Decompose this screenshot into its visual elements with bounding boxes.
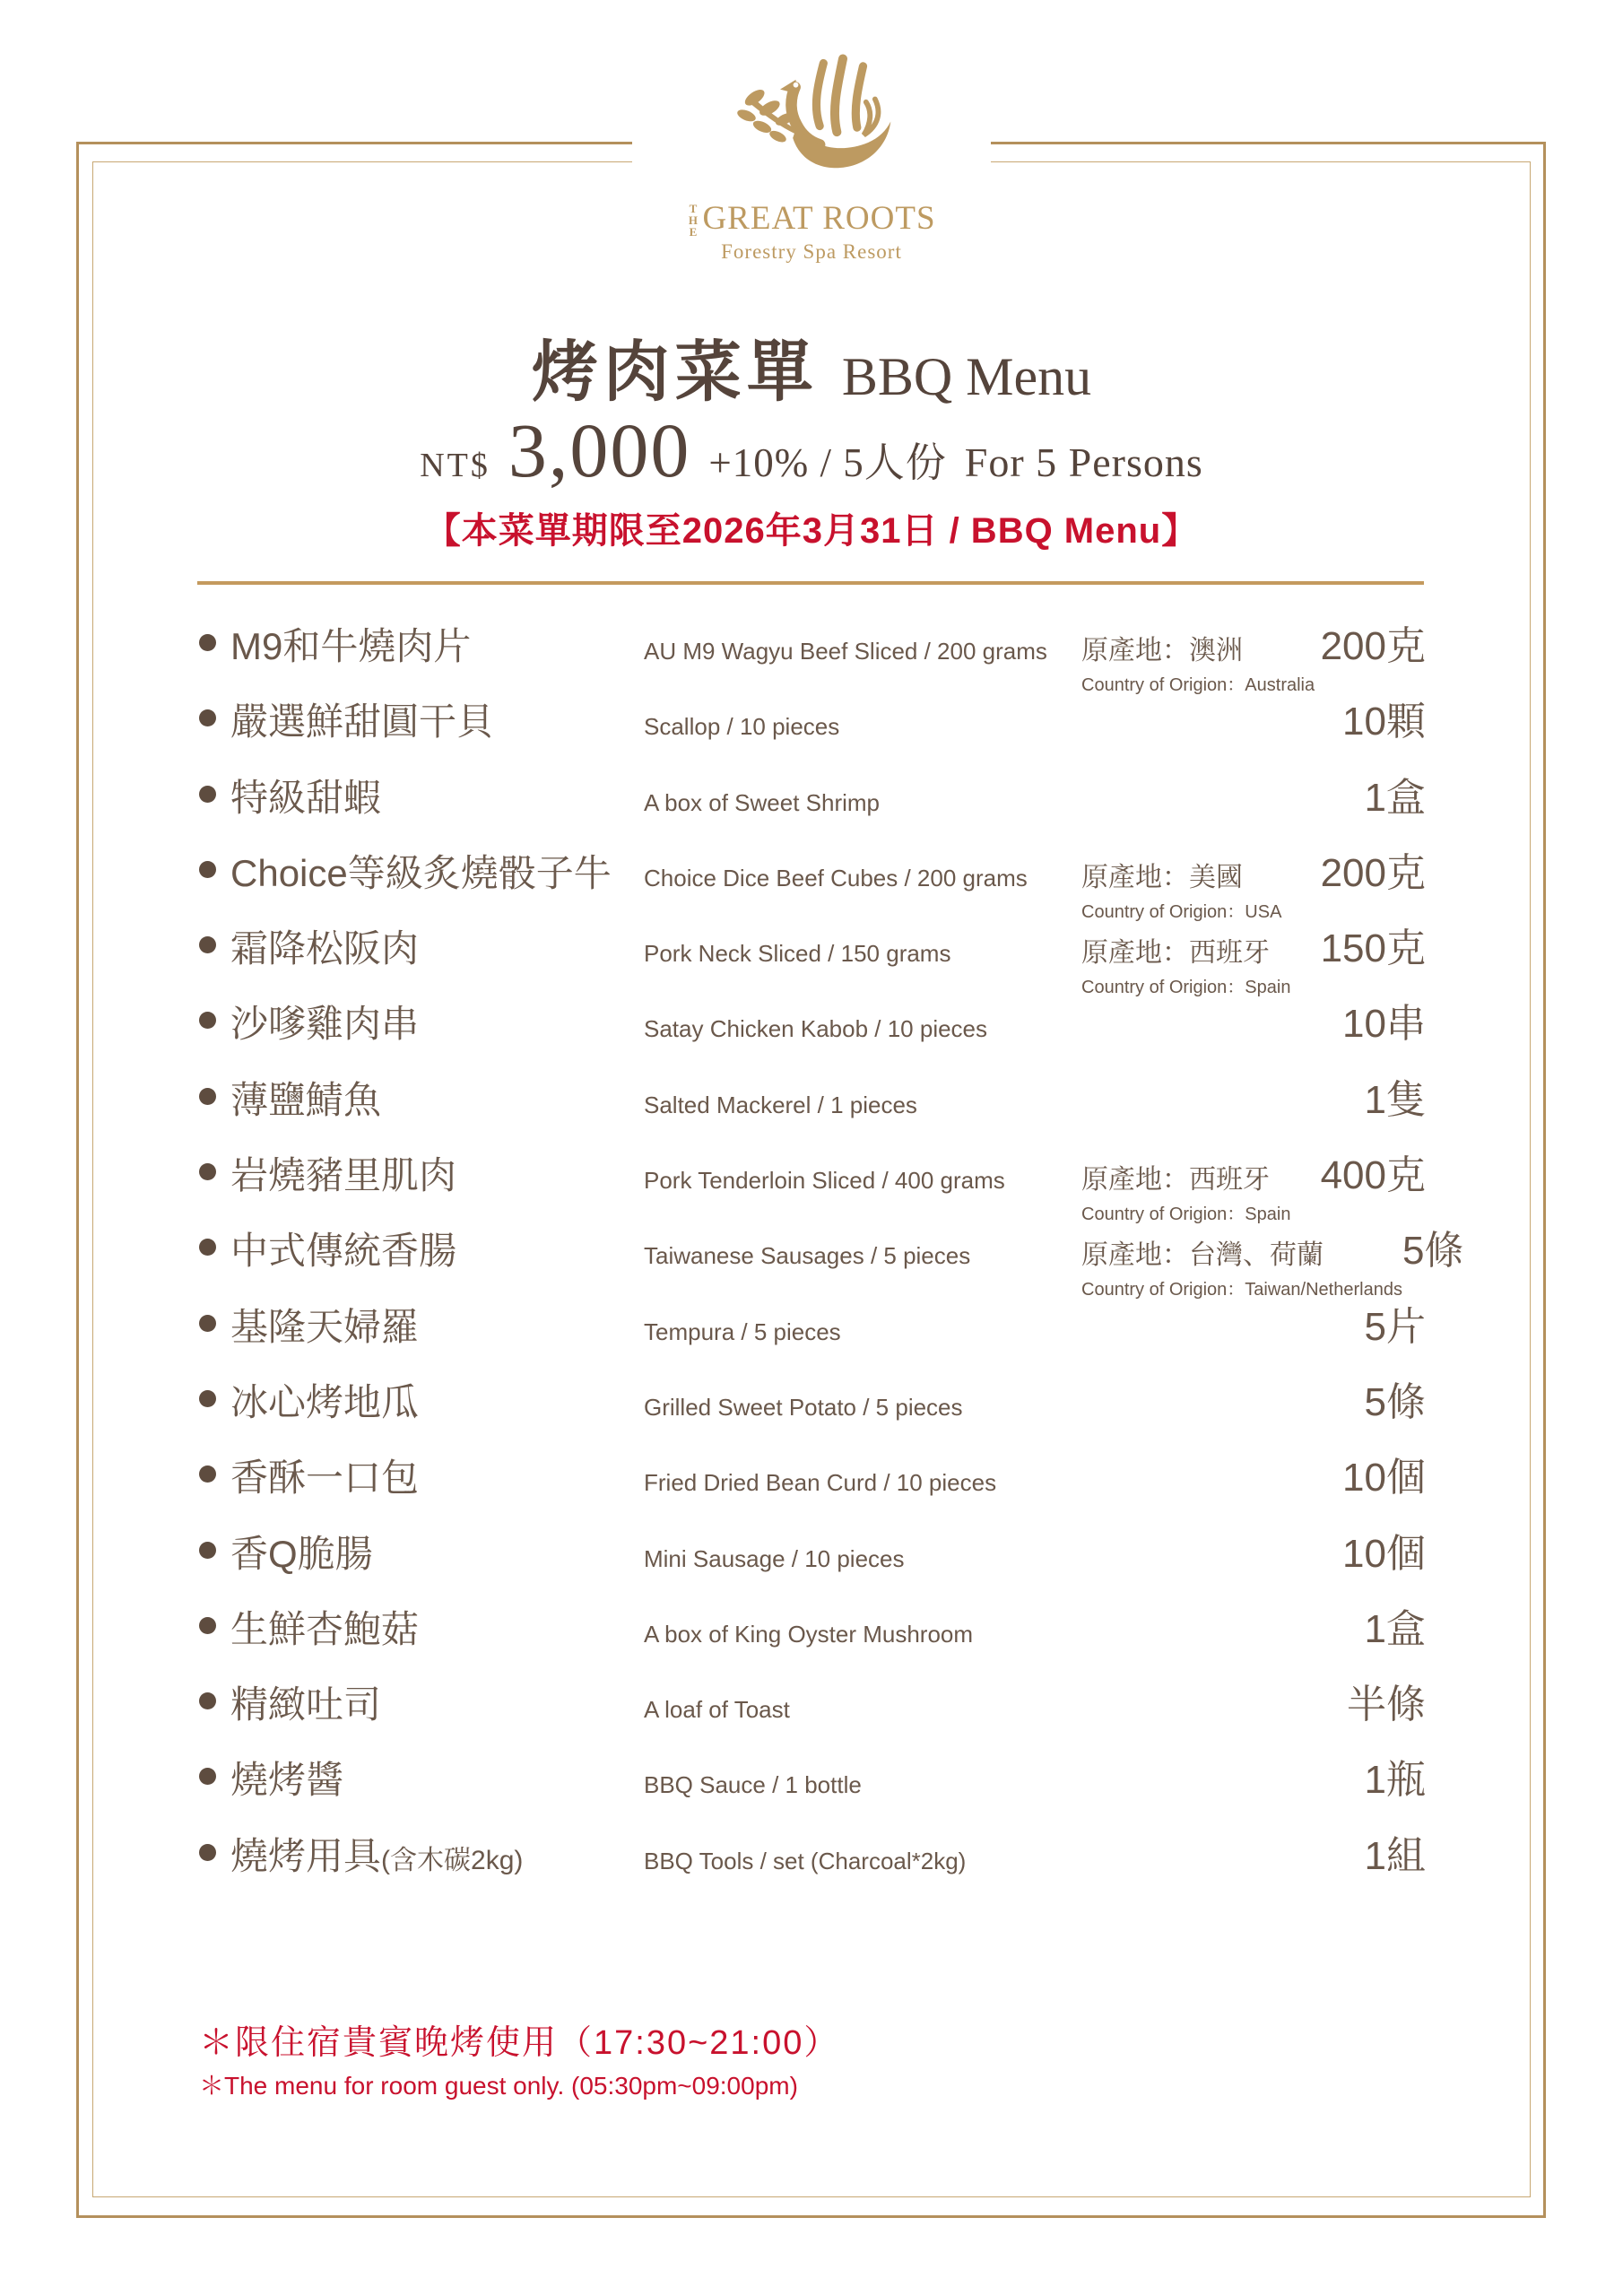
item-origin-en: Country of Origion：USA (1081, 901, 1282, 922)
brand-name: GREAT ROOTS (702, 200, 936, 237)
bullet-icon (199, 1239, 216, 1256)
item-origin-cell (1074, 638, 1321, 694)
price-line (0, 405, 1623, 495)
item-name-zh: 霜降松阪肉 (230, 927, 420, 970)
currency-label: NT$ (420, 447, 490, 484)
menu-title-en: BBQ Menu (841, 347, 1092, 406)
menu-item-row (199, 1665, 1426, 1740)
brand-line (632, 199, 991, 238)
bullet-icon (199, 1390, 216, 1407)
item-name-zh: 薄鹽鯖魚 (230, 1078, 382, 1121)
item-name-cell (199, 927, 644, 970)
item-name-en: Scallop / 10 pieces (644, 713, 840, 741)
bullet-icon (199, 1465, 216, 1483)
item-name-zh: 嚴選鮮甜圓干貝 (230, 700, 495, 744)
item-quantity: 5條 (1364, 1379, 1426, 1424)
item-origin-zh: 原產地：西班牙 (1081, 938, 1270, 969)
item-name-en: BBQ Sauce / 1 bottle (644, 1771, 862, 1799)
item-name-zh: 燒烤醬 (230, 1759, 344, 1802)
bullet-icon (199, 1692, 216, 1709)
item-quantity: 1組 (1364, 1833, 1426, 1878)
gold-divider (197, 581, 1424, 585)
menu-item-row (199, 1135, 1426, 1225)
item-name-en: Pork Neck Sliced / 150 grams (644, 940, 951, 968)
surcharge-label: +10% / 5人份 (708, 440, 947, 485)
item-origin-en: Country of Origion：Spain (1081, 978, 1291, 998)
menu-item-row (199, 1362, 1426, 1438)
item-name-zh: 香酥一口包 (230, 1457, 420, 1500)
item-name-cell (199, 1380, 644, 1423)
item-name-cell (199, 1532, 644, 1575)
bullet-icon (199, 1088, 216, 1105)
item-name-cell (199, 1607, 644, 1650)
item-name-cell (199, 1003, 644, 1046)
bullet-icon (199, 1012, 216, 1029)
bullet-icon (199, 936, 216, 953)
item-quantity: 400克 (1320, 1153, 1426, 1198)
menu-item-row (199, 1438, 1426, 1513)
item-origin-cell (1074, 940, 1321, 996)
item-name-zh: 中式傳統香腸 (230, 1230, 457, 1273)
price-amount: 3,000 (508, 407, 691, 493)
bullet-icon (199, 1542, 216, 1559)
item-name-cell (199, 1078, 644, 1121)
item-origin-zh: 原產地：美國 (1081, 862, 1243, 892)
item-name-en: A box of King Oyster Mushroom (644, 1620, 974, 1648)
bullet-icon (199, 1844, 216, 1861)
item-quantity: 200克 (1320, 624, 1426, 668)
item-quantity: 150克 (1320, 926, 1426, 971)
item-name-zh: 基隆天婦羅 (230, 1305, 420, 1348)
bullet-icon (199, 1315, 216, 1332)
item-origin-cell (1074, 1242, 1402, 1299)
resort-logo (632, 43, 991, 269)
item-name-en: AU M9 Wagyu Beef Sliced / 200 grams (644, 638, 1047, 665)
item-origin-zh: 原產地：台灣、荷蘭 (1081, 1240, 1324, 1271)
bullet-icon (199, 709, 216, 726)
item-name-cell (199, 1457, 644, 1500)
item-name-cell (199, 1683, 644, 1726)
brand-subtitle: Forestry Spa Resort (721, 240, 902, 263)
menu-item-row (199, 1514, 1426, 1589)
item-quantity: 10串 (1342, 1002, 1426, 1047)
serving-label: For 5 Persons (964, 439, 1203, 485)
item-name-en: Mini Sausage / 10 pieces (644, 1544, 905, 1572)
item-quantity: 5條 (1402, 1229, 1464, 1274)
bullet-icon (199, 634, 216, 651)
item-name-en: Salted Mackerel / 1 pieces (644, 1091, 917, 1118)
item-name-zh: 沙嗲雞肉串 (230, 1003, 420, 1046)
item-name-zh: Choice等級炙燒骰子牛 (230, 851, 612, 894)
item-name-cell (199, 1230, 644, 1273)
menu-item-row (199, 1060, 1426, 1135)
item-name-zh: 生鮮杏鮑菇 (230, 1607, 420, 1650)
brand-the: THE (686, 202, 700, 237)
item-name-zh: 香Q脆腸 (230, 1532, 373, 1575)
bullet-icon (199, 786, 216, 803)
item-name-en: Pork Tenderloin Sliced / 400 grams (644, 1167, 1005, 1195)
item-quantity: 1盒 (1364, 1606, 1426, 1651)
validity-notice: 【本菜單期限至2026年3月31日 / BBQ Menu】 (424, 511, 1199, 551)
menu-title-zh: 烤肉菜單 (531, 334, 819, 411)
menu-item-row (199, 833, 1426, 922)
menu-list (199, 606, 1464, 1892)
item-name-zh: 冰心烤地瓜 (230, 1380, 420, 1423)
item-name-en: Tempura / 5 pieces (644, 1318, 841, 1345)
bird-with-leaves-icon (722, 52, 901, 196)
item-quantity: 1盒 (1364, 775, 1426, 820)
item-origin-en: Country of Origion：Spain (1081, 1205, 1291, 1225)
item-name-cell (199, 776, 644, 819)
menu-item-row (199, 1816, 1426, 1892)
footer-notes (199, 2023, 839, 2100)
menu-item-row (199, 758, 1426, 833)
item-name-cell (199, 1759, 644, 1802)
footer-note-zh: ＊限住宿貴賓晚烤使用（17:30~21:00） (199, 2024, 840, 2062)
menu-item-row (199, 1589, 1426, 1665)
item-name-zh: 燒烤用具 (230, 1834, 382, 1877)
item-quantity: 200克 (1320, 850, 1426, 895)
item-quantity: 10個 (1342, 1456, 1426, 1500)
item-origin-en: Country of Origion：Taiwan/Netherlands (1081, 1280, 1402, 1300)
menu-item-row (199, 1740, 1426, 1815)
bullet-icon (199, 1617, 216, 1634)
item-name-cell (199, 625, 644, 667)
item-origin-cell (1074, 862, 1321, 922)
item-name-zh: M9和牛燒肉片 (230, 625, 472, 667)
item-name-zh: 岩燒豬里肌肉 (230, 1154, 457, 1197)
bullet-icon (199, 1768, 216, 1785)
item-name-en: A box of Sweet Shrimp (644, 788, 881, 816)
footer-note-en: ＊The menu for room guest only. (05:30pm~09:00pm) (199, 2072, 798, 2100)
item-origin-cell (1074, 1167, 1321, 1223)
item-quantity: 5片 (1364, 1304, 1426, 1349)
item-origin-zh: 原產地：西班牙 (1081, 1165, 1270, 1196)
item-name-cell (199, 700, 644, 744)
item-name-cell (199, 1154, 644, 1197)
item-quantity: 10個 (1342, 1531, 1426, 1576)
item-origin-zh: 原產地：澳洲 (1081, 636, 1243, 665)
item-quantity: 半條 (1347, 1683, 1426, 1727)
item-name-en: Grilled Sweet Potato / 5 pieces (644, 1393, 963, 1421)
item-name-en: Choice Dice Beef Cubes / 200 grams (644, 864, 1028, 891)
item-quantity: 1隻 (1364, 1077, 1426, 1122)
item-name-en: BBQ Tools / set (Charcoal*2kg) (644, 1847, 967, 1874)
item-quantity: 10顆 (1342, 700, 1426, 744)
item-quantity: 1瓶 (1364, 1758, 1426, 1803)
bullet-icon (199, 861, 216, 878)
item-name-en: Taiwanese Sausages / 5 pieces (644, 1242, 971, 1270)
item-name-en: Satay Chicken Kabob / 10 pieces (644, 1015, 988, 1043)
item-origin-en: Country of Origion：Australia (1081, 675, 1315, 695)
item-name-cell (199, 1305, 644, 1348)
bullet-icon (199, 1163, 216, 1180)
item-name-note: (含木碳2kg) (381, 1845, 524, 1875)
item-name-cell (199, 1834, 644, 1880)
menu-item-row (199, 606, 1426, 695)
item-name-en: A loaf of Toast (644, 1696, 790, 1724)
item-name-cell (199, 851, 644, 894)
item-name-zh: 精緻吐司 (230, 1683, 382, 1726)
item-name-en: Fried Dried Bean Curd / 10 pieces (644, 1469, 997, 1497)
page-title (0, 319, 1623, 414)
item-name-zh: 特級甜蝦 (230, 776, 382, 819)
